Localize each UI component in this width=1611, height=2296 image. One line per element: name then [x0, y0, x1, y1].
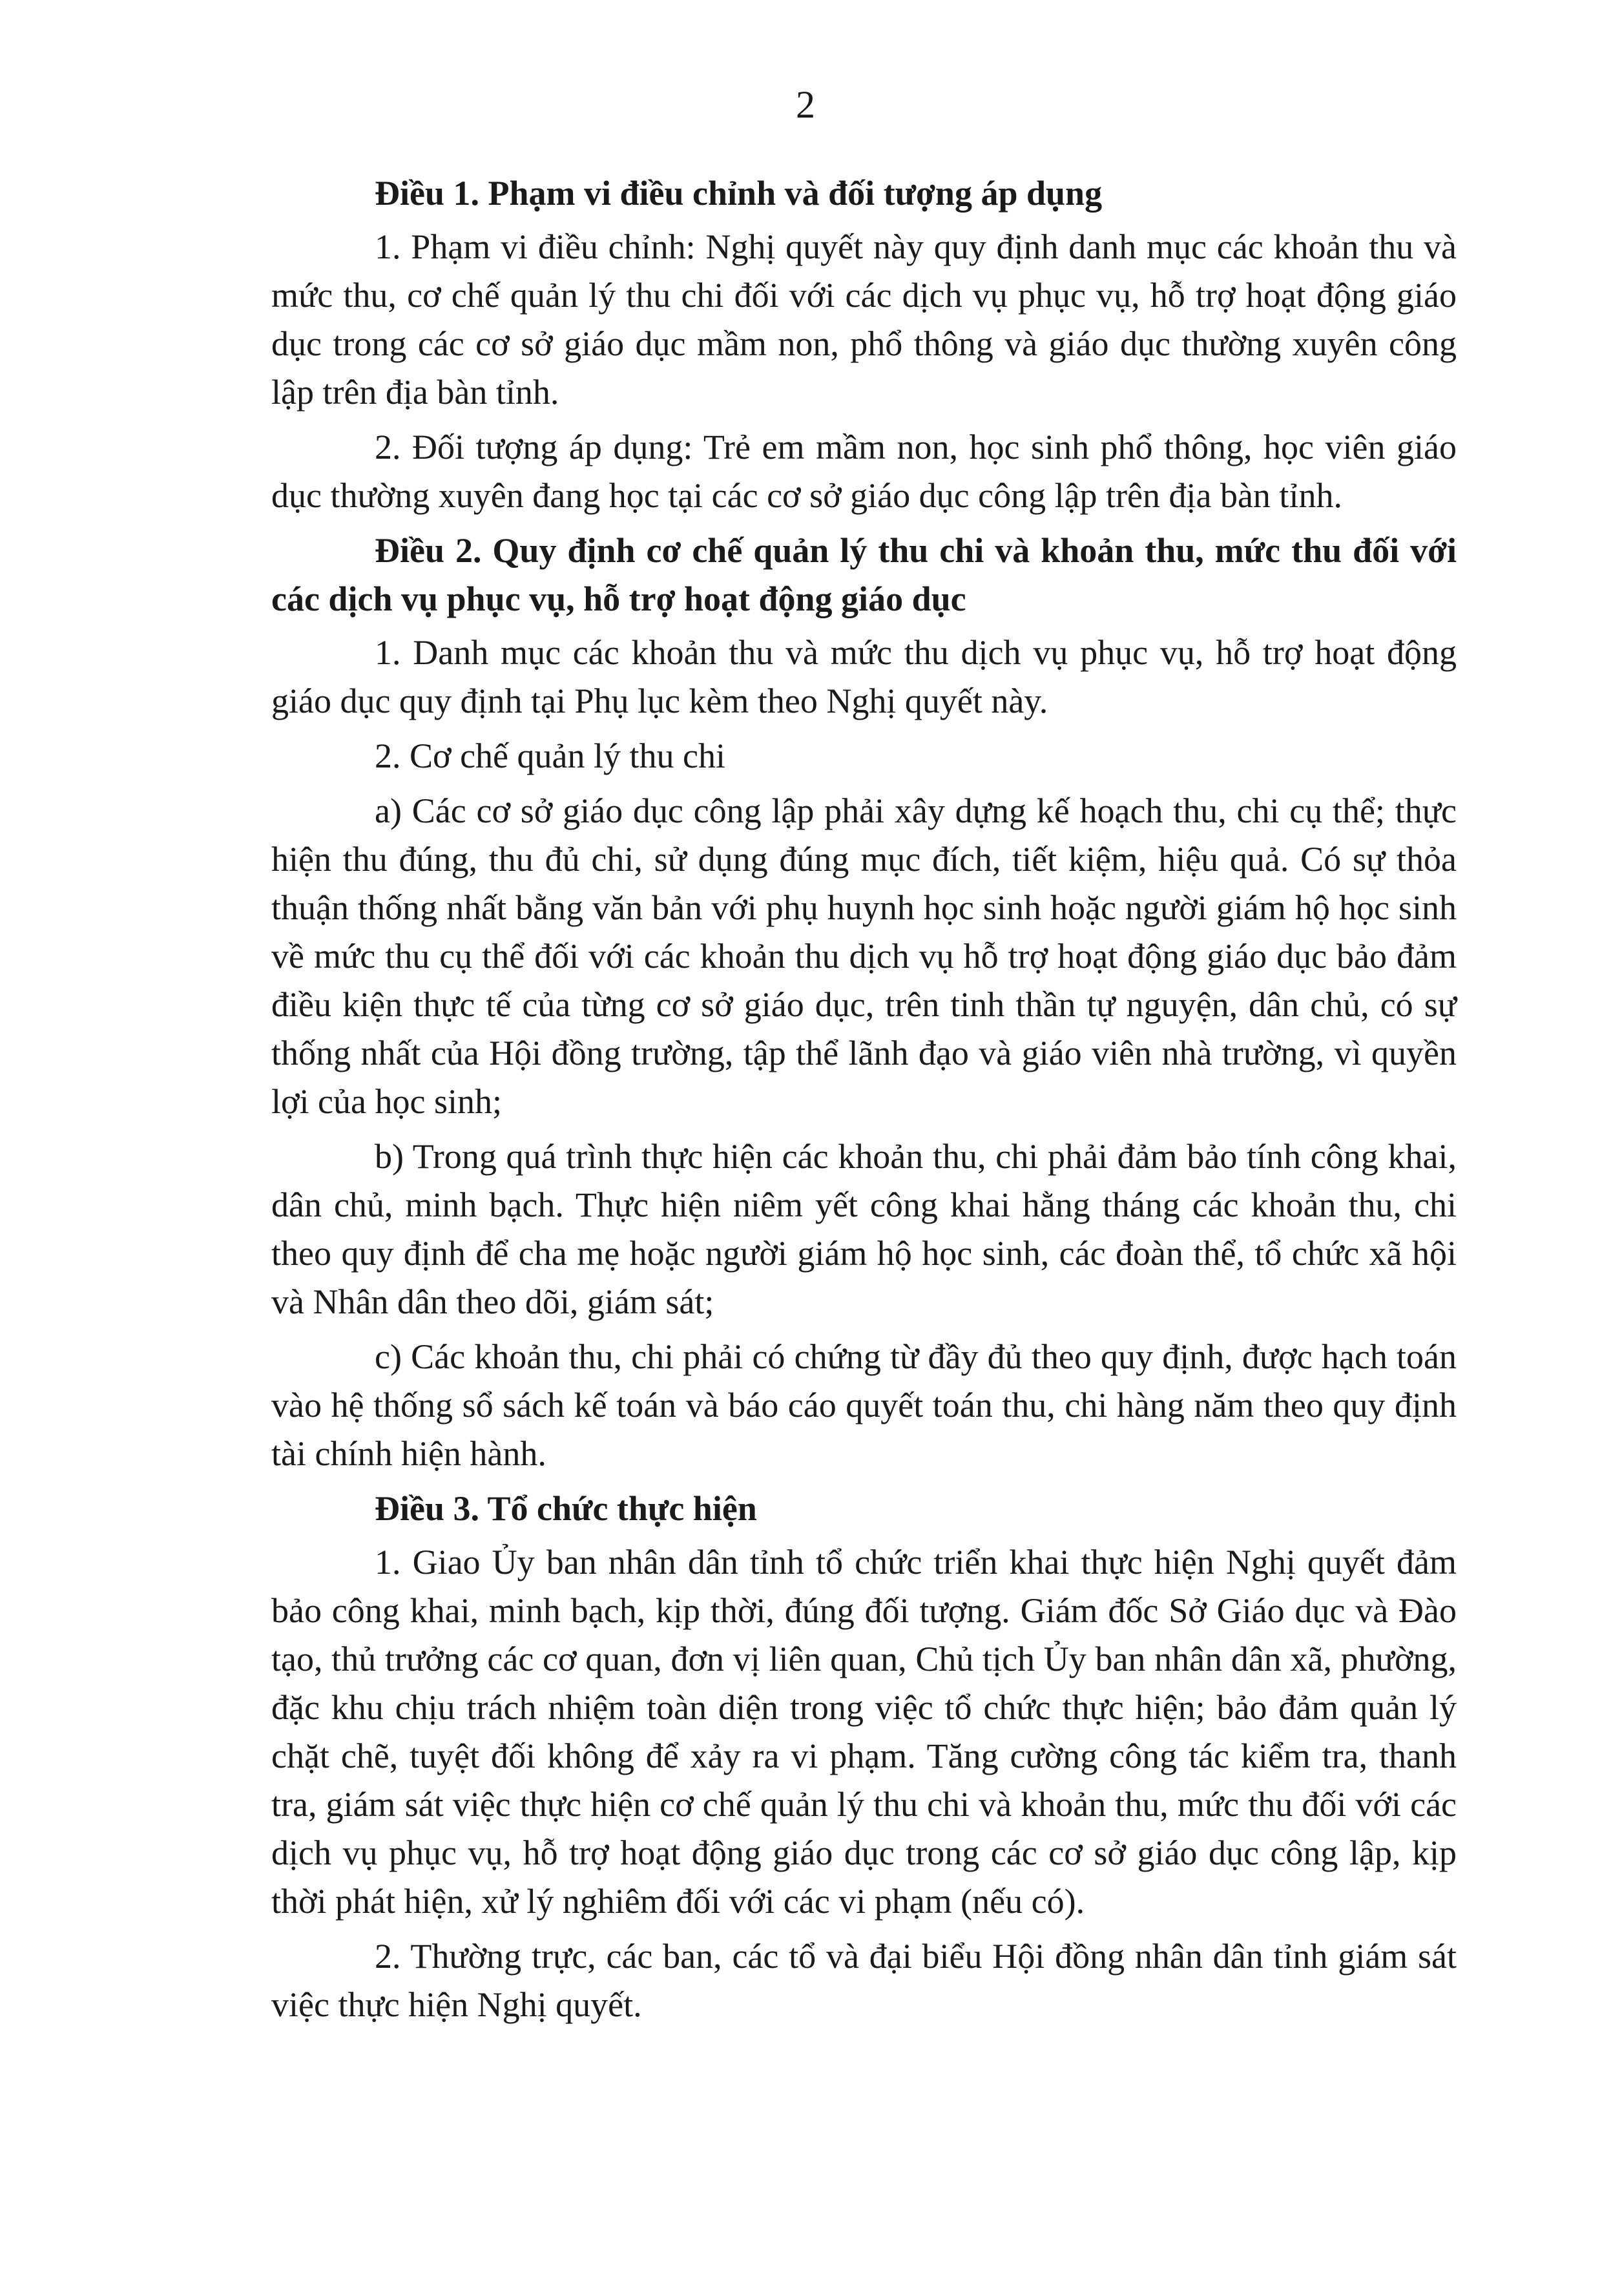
article-3-title: Điều 3. Tổ chức thực hiện [375, 1489, 757, 1528]
article-2-title: Điều 2. Quy định cơ chế quản lý thu chi và khoản thu, mức thu đối với các dịch vụ phục vụ, hỗ trợ hoạt động giáo dục [271, 531, 1457, 618]
document-body [271, 169, 1457, 2036]
page-number: 2 [796, 83, 815, 126]
article-1-title: Điều 1. Phạm vi điều chỉnh và đối tượng áp dụng [375, 174, 1103, 213]
article-2-paragraph-1: 1. Danh mục các khoản thu và mức thu dịch vụ phục vụ, hỗ trợ hoạt động giáo dục quy định tại Phụ lục kèm theo Nghị quyết này. [271, 633, 1457, 720]
article-2-item-a: a) Các cơ sở giáo dục công lập phải xây dựng kế hoạch thu, chi cụ thể; thực hiện thu đúng, thu đủ chi, sử dụng đúng mục đích, tiết kiệm, hiệu quả. Có sự thỏa thuận thống nhất bằng văn bản với phụ huynh học sinh hoặc người giám hộ học sinh về mức thu cụ thể đối với các khoản thu dịch vụ hỗ trợ hoạt động giáo dục bảo đảm điều kiện thực tế của từng cơ sở giáo dục, trên tinh thần tự nguyện, dân chủ, có sự thống nhất của Hội đồng trường, tập thể lãnh đạo và giáo viên nhà trường, vì quyền lợi của học sinh; [271, 791, 1457, 1121]
article-1-paragraph-1: 1. Phạm vi điều chỉnh: Nghị quyết này quy định danh mục các khoản thu và mức thu, cơ chế quản lý thu chi đối với các dịch vụ phục vụ, hỗ trợ hoạt động giáo dục trong các cơ sở giáo dục mầm non, phổ thông và giáo dục thường xuyên công lập trên địa bàn tỉnh. [271, 227, 1457, 412]
article-3-paragraph-2: 2. Thường trực, các ban, các tổ và đại biểu Hội đồng nhân dân tỉnh giám sát việc thực hiện Nghị quyết. [271, 1937, 1457, 2024]
article-2-item-b: b) Trong quá trình thực hiện các khoản thu, chi phải đảm bảo tính công khai, dân chủ, minh bạch. Thực hiện niêm yết công khai hằng tháng các khoản thu, chi theo quy định để cha mẹ hoặc người giám hộ học sinh, các đoàn thể, tổ chức xã hội và Nhân dân theo dõi, giám sát; [271, 1137, 1457, 1321]
article-1-paragraph-2: 2. Đối tượng áp dụng: Trẻ em mầm non, học sinh phổ thông, học viên giáo dục thường xuyên đang học tại các cơ sở giáo dục công lập trên địa bàn tỉnh. [271, 428, 1457, 515]
article-2-item-c: c) Các khoản thu, chi phải có chứng từ đầy đủ theo quy định, được hạch toán vào hệ thống sổ sách kế toán và báo cáo quyết toán thu, chi hàng năm theo quy định tài chính hiện hành. [271, 1337, 1457, 1473]
article-2-paragraph-2: 2. Cơ chế quản lý thu chi [375, 736, 725, 775]
article-3-paragraph-1: 1. Giao Ủy ban nhân dân tỉnh tổ chức triển khai thực hiện Nghị quyết đảm bảo công khai, minh bạch, kịp thời, đúng đối tượng. Giám đốc Sở Giáo dục và Đào tạo, thủ trưởng các cơ quan, đơn vị liên quan, Chủ tịch Ủy ban nhân dân xã, phường, đặc khu chịu trách nhiệm toàn diện trong việc tổ chức thực hiện; bảo đảm quản lý chặt chẽ, tuyệt đối không để xảy ra vi phạm. Tăng cường công tác kiểm tra, thanh tra, giám sát việc thực hiện cơ chế quản lý thu chi và khoản thu, mức thu đối với các dịch vụ phục vụ, hỗ trợ hoạt động giáo dục trong các cơ sở giáo dục công lập, kịp thời phát hiện, xử lý nghiêm đối với các vi phạm (nếu có). [271, 1543, 1457, 1921]
